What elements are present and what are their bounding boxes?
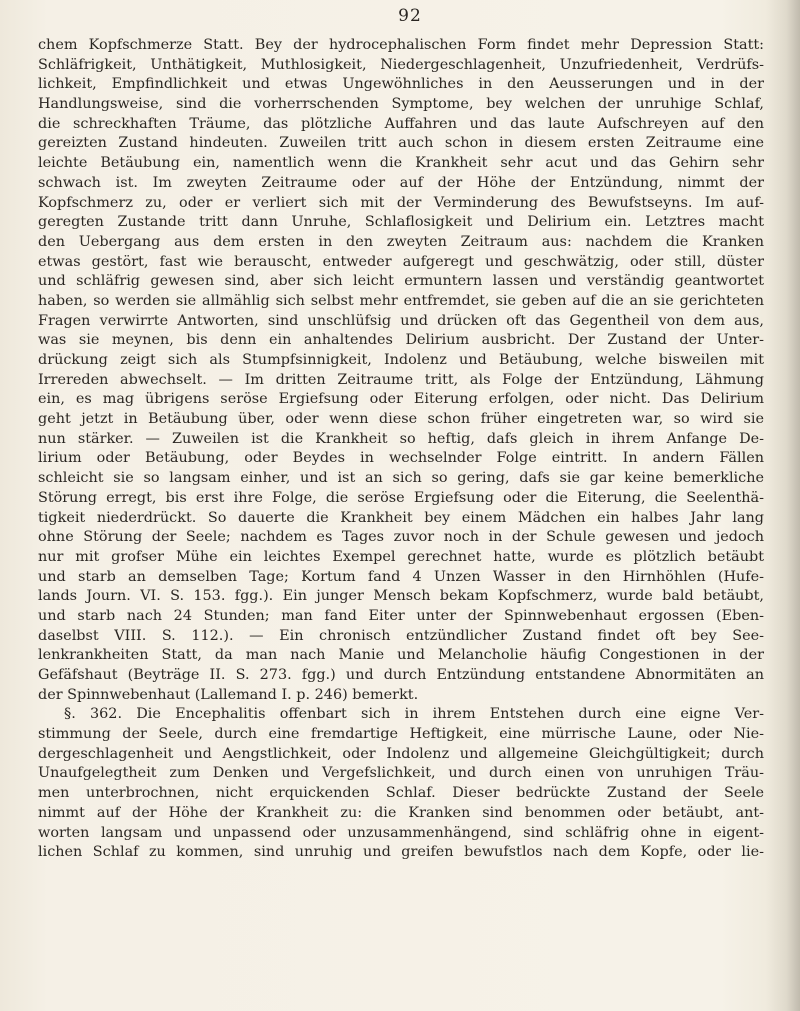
text-line: der Spinnwebenhaut (Lallemand I. p. 246) bemerkt. — [38, 686, 419, 703]
text-line: etwas gestört, fast wie berauscht, entweder aufgeregt und geschwätzig, oder still, düster — [38, 253, 764, 270]
text-line: den Uebergang aus dem ersten in den zweyten Zeitraum aus: nachdem die Kranken — [38, 233, 764, 250]
text-line: lenkrankheiten Statt, da man nach Manie und Melancholie häufig Congestionen in der — [38, 647, 764, 664]
text-line: ein, es mag übrigens seröse Ergiefsung oder Eiterung erfolgen, oder nicht. Das Delirium — [38, 391, 764, 408]
text-line: lichen Schlaf zu kommen, sind unruhig und greifen bewufstlos nach dem Kopfe, oder lie- — [38, 844, 764, 861]
text-line: schwach ist. Im zweyten Zeitraume oder auf der Höhe der Entzündung, nimmt der — [38, 174, 764, 191]
text-line: chem Kopfschmerze Statt. Bey der hydrocephalischen Form findet mehr Depression Statt: — [38, 37, 764, 53]
text-line: Fragen verwirrte Antworten, sind unschlüfsig und drücken oft das Gegentheil von dem aus, — [38, 312, 764, 329]
text-line: men unterbrochnen, nicht erquickenden Schlaf. Dieser bedrückte Zustand der Seele — [38, 785, 764, 802]
text-line: geregten Zustande tritt dann Unruhe, Schlaflosigkeit und Delirium ein. Letztres macht — [38, 214, 764, 231]
text-line: nur mit grofser Mühe ein leichtes Exempel gerechnet hatte, wurde es plötzlich betäubt — [38, 548, 764, 565]
text-line: Störung erregt, bis erst ihre Folge, die seröse Ergiefsung oder die Eiterung, die Seelenthä- — [38, 489, 764, 506]
text-line: lands Journ. VI. S. 153. fgg.). Ein junger Mensch bekam Kopfschmerz, wurde bald betäubt, — [38, 588, 764, 605]
text-line: lirium oder Betäubung, oder Beydes in wechselnder Folge eintritt. In andern Fällen — [38, 450, 764, 467]
text-line: Gefäfshaut (Beyträge II. S. 273. fgg.) und durch Entzündung entstandene Abnormitäten an — [38, 667, 764, 683]
text-line: Handlungsweise, sind die vorherrschenden Symptome, bey welchen der unruhige Schlaf, — [38, 96, 764, 113]
text-line: und starb nach 24 Stunden; man fand Eiter unter der Spinnwebenhaut ergossen (Eben- — [38, 607, 764, 624]
text-line: die schreckhaften Träume, das plötzliche Auffahren und das laute Aufschreyen auf den — [38, 115, 764, 132]
text-line: leichte Betäubung ein, namentlich wenn die Krankheit sehr acut und das Gehirn sehr — [38, 155, 764, 172]
text-line: tigkeit niederdrückt. So dauerte die Krankheit bey einem Mädchen ein halbes Jahr lang — [38, 509, 764, 526]
page-number: 92 — [398, 6, 422, 26]
text-line: Kopfschmerz zu, oder er verliert sich mit der Verminderung des Bewufstseyns. Im auf- — [38, 194, 764, 211]
text-line: nun stärker. — Zuweilen ist die Krankheit so heftig, dafs gleich in ihrem Anfange De- — [38, 430, 764, 447]
text-line: dergeschlagenheit und Aengstlichkeit, oder Indolenz und allgemeine Gleichgültigkeit; durch — [38, 745, 764, 762]
text-line: §. 362. Die Encephalitis offenbart sich in ihrem Entstehen durch eine eigne Ver- — [64, 706, 764, 723]
text-line: gereizten Zustand hindeuten. Zuweilen tritt auch schon in diesem ersten Zeitraume eine — [38, 135, 764, 152]
text-line: drückung zeigt sich als Stumpfsinnigkeit, Indolenz und Betäubung, welche bisweilen mit — [38, 352, 764, 368]
text-line: Unaufgelegtheit zum Denken und Vergefslichkeit, und durch einen von unruhigen Träu- — [38, 765, 764, 782]
text-line: Irrereden abwechselt. — Im dritten Zeitraume tritt, als Folge der Entzündung, Lähmung — [38, 371, 764, 388]
text-line: was sie meynen, bis denn ein anhaltendes Delirium ausbricht. Der Zustand der Unter- — [38, 332, 764, 349]
text-line: Schläfrigkeit, Unthätigkeit, Muthlosigkeit, Niedergeschlagenheit, Unzufriedenheit, Verdrüfs- — [38, 56, 764, 73]
text-line: und schläfrig gewesen sind, aber sich leicht ermuntern lassen und verständig geantwortet — [38, 273, 764, 290]
text-line: stimmung der Seele, durch eine fremdartige Heftigkeit, eine mürrische Laune, oder Nie- — [38, 726, 764, 743]
text-line: und starb an demselben Tage; Kortum fand 4 Unzen Wasser in den Hirnhöhlen (Hufe- — [38, 568, 764, 585]
text-line: daselbst VIII. S. 112.). — Ein chronisch entzündlicher Zustand findet oft bey See- — [38, 627, 764, 644]
text-line: ohne Störung der Seele; nachdem es Tages zuvor noch in der Schule gewesen und jedoch — [38, 529, 764, 546]
text-line: lichkeit, Empfindlichkeit und etwas Ungewöhnliches in den Aeusserungen und in der — [38, 76, 764, 93]
text-line: worten langsam und unpassend oder unzusammenhängend, sind schläfrig ohne in eigent- — [38, 824, 764, 841]
text-line: geht jetzt in Betäubung über, oder wenn diese schon früher eingetreten war, so wird sie — [38, 411, 764, 428]
page-edge-shadow — [766, 0, 800, 1011]
text-line: schleicht sie so langsam einher, und ist an sich so gering, dafs sie gar keine bemerkliche — [38, 470, 764, 487]
text-line: nimmt auf der Höhe der Krankheit zu: die Kranken sind benommen oder betäubt, ant- — [38, 804, 764, 821]
body-text — [38, 36, 764, 863]
text-line: haben, so werden sie allmählig sich selbst mehr entfremdet, sie geben auf die an sie gerichteten — [38, 292, 764, 309]
